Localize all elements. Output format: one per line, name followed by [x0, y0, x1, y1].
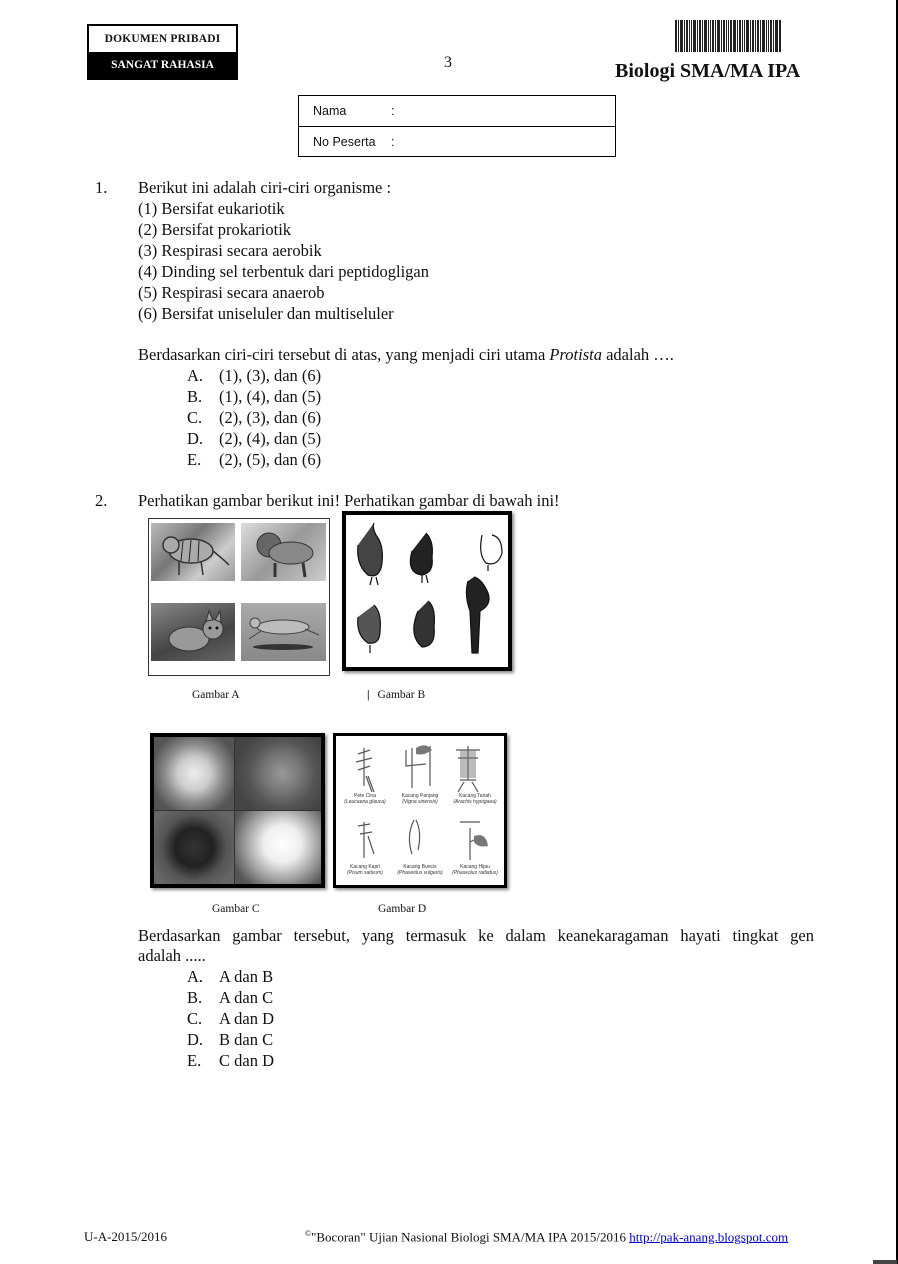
question-1-option-c[interactable]	[0, 408, 600, 429]
option-text: (1), (3), dan (6)	[219, 366, 322, 385]
cheetah-image	[241, 603, 326, 661]
barcode-icon	[675, 20, 815, 52]
question-2-stem: Perhatikan gambar berikut ini! Perhatikan gambar di bawah ini!	[138, 491, 560, 510]
option-letter: D.	[187, 429, 204, 448]
question-1-number: 1.	[95, 178, 108, 197]
lion-image	[241, 523, 326, 581]
document-classification-box	[87, 24, 238, 80]
option-text: (2), (5), dan (6)	[219, 450, 322, 469]
question-1-prompt	[138, 345, 674, 366]
plant-name: Kacang Tanah	[459, 793, 491, 799]
option-text: A dan D	[219, 1009, 274, 1028]
question-1-option-e[interactable]	[0, 450, 600, 471]
doc-label-bottom: SANGAT RAHASIA	[89, 52, 236, 78]
prompt-italic-term: Protista	[549, 345, 602, 364]
plant-name: Kacang Buncis	[403, 864, 437, 870]
option-text: A dan C	[219, 988, 274, 1007]
question-2-option-d[interactable]	[0, 1030, 600, 1051]
question-2-option-a[interactable]	[0, 967, 600, 988]
option-text: (1), (4), dan (5)	[219, 387, 322, 406]
option-letter: B.	[187, 988, 203, 1007]
doc-label-top: DOKUMEN PRIBADI	[104, 33, 221, 45]
question-1-option-b[interactable]	[0, 387, 600, 408]
plant-label	[446, 864, 504, 876]
option-letter: C.	[187, 1009, 203, 1028]
plant-latin-name: (Phaseolus vulgaris)	[397, 870, 443, 876]
rose-medium-image	[235, 737, 321, 810]
copyright-icon: ©	[305, 1229, 312, 1238]
question-1-item: (5) Respirasi secara anaerob	[138, 283, 325, 302]
option-letter: E.	[187, 1051, 202, 1070]
figure-a-felines	[148, 518, 330, 676]
question-1-stem: Berikut ini adalah ciri-ciri organisme :	[138, 178, 392, 197]
page-number: 3	[444, 54, 452, 71]
footer-credit	[305, 1229, 788, 1245]
footer-code: U-A-2015/2016	[84, 1229, 168, 1244]
cheetah-icon	[241, 603, 326, 661]
participant-number-colon: :	[391, 135, 395, 149]
rose-dark-image	[154, 811, 234, 884]
option-letter: B.	[187, 387, 203, 406]
plant-name: Kacang Panjang	[401, 793, 439, 799]
option-text: (2), (4), dan (5)	[219, 429, 322, 448]
question-1-item: (1) Bersifat eukariotik	[138, 199, 285, 218]
question-2-prompt-line-1: Berdasarkan gambar tersebut, yang termasuk ke dalam keanekaragaman hayati tingkat gen	[138, 926, 814, 945]
tiger-icon	[151, 523, 235, 581]
prompt-text: Berdasarkan ciri-ciri tersebut di atas, yang menjadi ciri utama	[138, 345, 550, 364]
question-2-prompt-line-2: adalah .....	[138, 946, 206, 965]
plant-latin-name: (Pisum sativum)	[347, 870, 383, 876]
plant-latin-name: (Arachis hypogaea)	[453, 799, 497, 805]
plant-latin-name: (Leucaena glauca)	[344, 799, 386, 805]
name-row[interactable]	[299, 96, 615, 126]
question-2-option-e[interactable]	[0, 1051, 600, 1072]
question-1-item: (3) Respirasi secara aerobik	[138, 241, 322, 260]
option-letter: E.	[187, 450, 202, 469]
plant-label	[391, 793, 449, 805]
name-label: Nama	[313, 104, 347, 118]
plant-latin-name: (Phaseolus radiatus)	[452, 870, 498, 876]
rose-light-image	[154, 737, 234, 810]
question-1-option-a[interactable]	[0, 366, 600, 387]
plant-name: Kacang Hijau	[460, 864, 490, 870]
figure-b-chickens	[342, 511, 512, 671]
identity-box	[298, 95, 616, 157]
question-1-item: (6) Bersifat uniseluler dan multiseluler	[138, 304, 394, 323]
subject-title: Biologi SMA/MA IPA	[615, 60, 801, 82]
cat-image	[151, 603, 235, 661]
plant-label	[391, 864, 449, 876]
figure-d-caption: Gambar D	[378, 903, 427, 915]
rose-white-image	[235, 811, 321, 884]
figure-c-caption: Gambar C	[212, 903, 260, 915]
plant-label	[446, 793, 504, 805]
option-letter: C.	[187, 408, 203, 427]
plant-latin-name: (Vigna sinensis)	[402, 799, 438, 805]
participant-number-label: No Peserta	[313, 135, 376, 149]
name-colon: :	[391, 104, 395, 118]
cat-icon	[151, 603, 235, 661]
legume-plants-icon	[336, 736, 504, 885]
plant-label	[336, 793, 394, 805]
question-1-item: (2) Bersifat prokariotik	[138, 220, 292, 239]
question-1-item: (4) Dinding sel terbentuk dari peptidogligan	[138, 262, 429, 281]
prompt-text: adalah ….	[601, 345, 674, 364]
figure-b-caption	[367, 689, 425, 701]
option-text: B dan C	[219, 1030, 274, 1049]
figure-c-roses	[150, 733, 325, 888]
question-1-option-d[interactable]	[0, 429, 600, 450]
option-letter: A.	[187, 967, 204, 986]
figure-a-caption: Gambar A	[192, 689, 240, 701]
option-text: C dan D	[219, 1051, 274, 1070]
figure-d-legumes	[333, 733, 507, 888]
question-2-option-c[interactable]	[0, 1009, 600, 1030]
participant-number-row[interactable]	[299, 126, 615, 157]
lion-icon	[241, 523, 326, 581]
page-corner-bar	[873, 1260, 897, 1264]
question-2-number: 2.	[95, 491, 108, 510]
option-text: A dan B	[219, 967, 274, 986]
plant-name: Kacang Kapri	[349, 864, 381, 870]
option-letter: A.	[187, 366, 204, 385]
plant-name: Pete Cina	[354, 793, 376, 799]
footer-link[interactable]: http://pak-anang.blogspot.com	[629, 1229, 789, 1245]
option-letter: D.	[187, 1030, 204, 1049]
figure-b-caption-text: Gambar B	[377, 689, 426, 701]
plant-label	[336, 864, 394, 876]
question-2-option-b[interactable]	[0, 988, 600, 1009]
figure-b-marker: |	[367, 689, 370, 701]
chickens-illustration-icon	[346, 515, 508, 667]
option-text: (2), (3), dan (6)	[219, 408, 322, 427]
tiger-image	[151, 523, 235, 581]
footer-text: "Bocoran" Ujian Nasional Biologi SMA/MA IPA 2015/2016	[311, 1229, 630, 1245]
